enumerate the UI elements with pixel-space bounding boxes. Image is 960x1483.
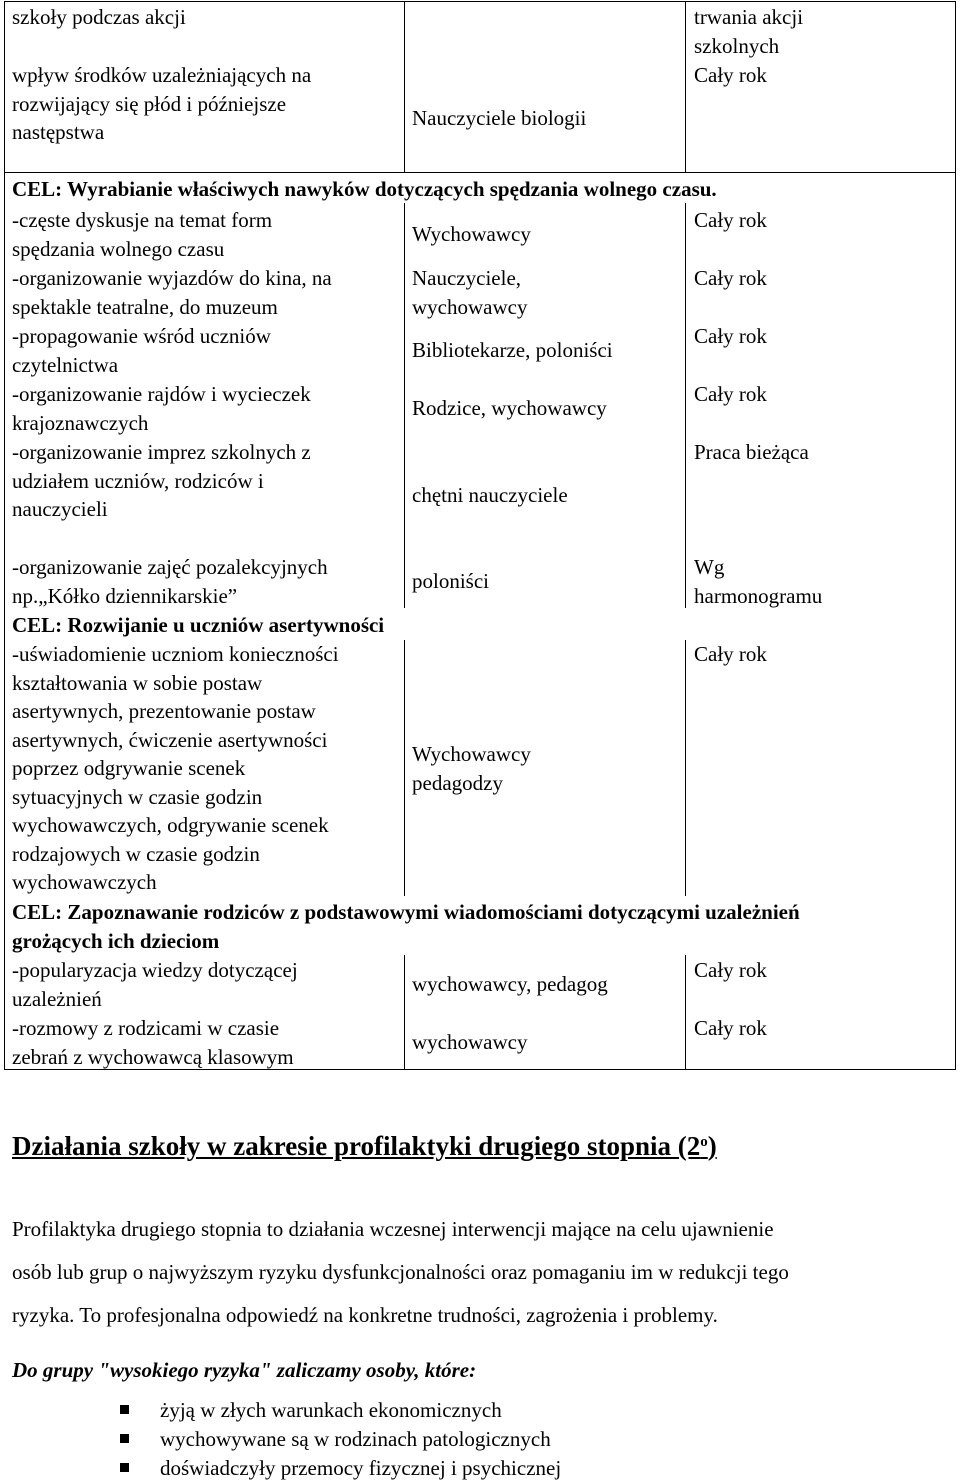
activity-cell: -uświadomienie uczniom konieczności kształtowania w sobie postaw asertywnych, prezentowanie postaw asertywnych, ćwiczenie asertywności poprzez odgrywanie scenek sytuacyjnych w czasie godzin wychowawczych, odgrywanie scenek rodzajowych w czasie godzin wychowawczych [12, 642, 339, 894]
list-item: wychowywane są w rodzinach patologicznych [120, 1425, 561, 1454]
list-item: doświadczyły przemocy fizycznej i psychicznej [120, 1454, 561, 1483]
activity-cell: -organizowanie wyjazdów do kina, na spektakle teatralne, do muzeum [12, 266, 332, 319]
activity-cell: -popularyzacja wiedzy dotyczącej uzależnień [12, 958, 298, 1011]
risk-list [120, 1396, 561, 1483]
when-cell: Cały rok [694, 1016, 767, 1040]
who-cell: Nauczyciele, wychowawcy [412, 266, 528, 319]
bullet-icon [120, 1463, 129, 1472]
who-cell: poloniści [412, 569, 489, 593]
when-cell: Cały rok [694, 63, 767, 87]
activity-cell: szkoły podczas akcji [12, 5, 186, 29]
when-cell: Cały rok [694, 208, 767, 232]
section-heading: CEL: Rozwijanie u uczniów asertywności [12, 613, 385, 637]
activity-cell: -organizowanie rajdów i wycieczek krajoznawczych [12, 382, 311, 435]
activity-cell: -organizowanie zajęć pozalekcyjnych np.„Kółko dziennikarskie” [12, 555, 328, 608]
bullet-icon [120, 1434, 129, 1443]
who-cell: wychowawcy, pedagog [412, 972, 608, 996]
risk-group-heading: Do grupy "wysokiego ryzyka" zaliczamy osoby, które: [12, 1358, 477, 1382]
who-cell: Wychowawcy [412, 222, 531, 246]
when-cell: Cały rok [694, 266, 767, 290]
bullet-icon [120, 1405, 129, 1414]
activity-cell: -organizowanie imprez szkolnych z udziałem uczniów, rodziców i nauczycieli [12, 440, 311, 521]
who-cell: Nauczyciele biologii [412, 106, 587, 130]
when-cell: Cały rok [694, 324, 767, 348]
who-cell: chętni nauczyciele [412, 483, 568, 507]
activity-cell: -propagowanie wśród uczniów czytelnictwa [12, 324, 271, 377]
activity-cell: -rozmowy z rodzicami w czasie zebrań z wychowawcą klasowym [12, 1016, 294, 1069]
when-cell: trwania akcji szkolnych [694, 5, 804, 58]
list-item: żyją w złych warunkach ekonomicznych [120, 1396, 561, 1425]
section-heading: CEL: Zapoznawanie rodziców z podstawowymi wiadomościami dotyczącymi uzależnień grożących ich dzieciom [12, 900, 800, 953]
when-cell: Praca bieżąca [694, 440, 809, 464]
who-cell: Wychowawcy pedagodzy [412, 742, 531, 795]
intro-paragraph: Profilaktyka drugiego stopnia to działania wczesnej interwencji mające na celu ujawnienie osób lub grup o najwyższym ryzyku dysfunkcjonalności oraz pomaganiu im w redukcji tego ryzyka. To profesjonalna odpowiedź na konkretne trudności, zagrożenia i problemy. [12, 1217, 789, 1327]
who-cell: Rodzice, wychowawcy [412, 396, 607, 420]
who-cell: Bibliotekarze, poloniści [412, 338, 613, 362]
activity-cell: wpływ środków uzależniających na rozwijający się płód i późniejsze następstwa [12, 63, 312, 144]
activity-cell: -częste dyskusje na temat form spędzania wolnego czasu [12, 208, 273, 261]
when-cell: Wg harmonogramu [694, 555, 823, 608]
when-cell: Cały rok [694, 642, 767, 666]
when-cell: Cały rok [694, 958, 767, 982]
section-title: Działania szkoły w zakresie profilaktyki drugiego stopnia (2$^o$) [12, 1131, 717, 1161]
who-cell: wychowawcy [412, 1030, 528, 1054]
when-cell: Cały rok [694, 382, 767, 406]
section-heading: CEL: Wyrabianie właściwych nawyków dotyczących spędzania wolnego czasu. [12, 177, 717, 201]
